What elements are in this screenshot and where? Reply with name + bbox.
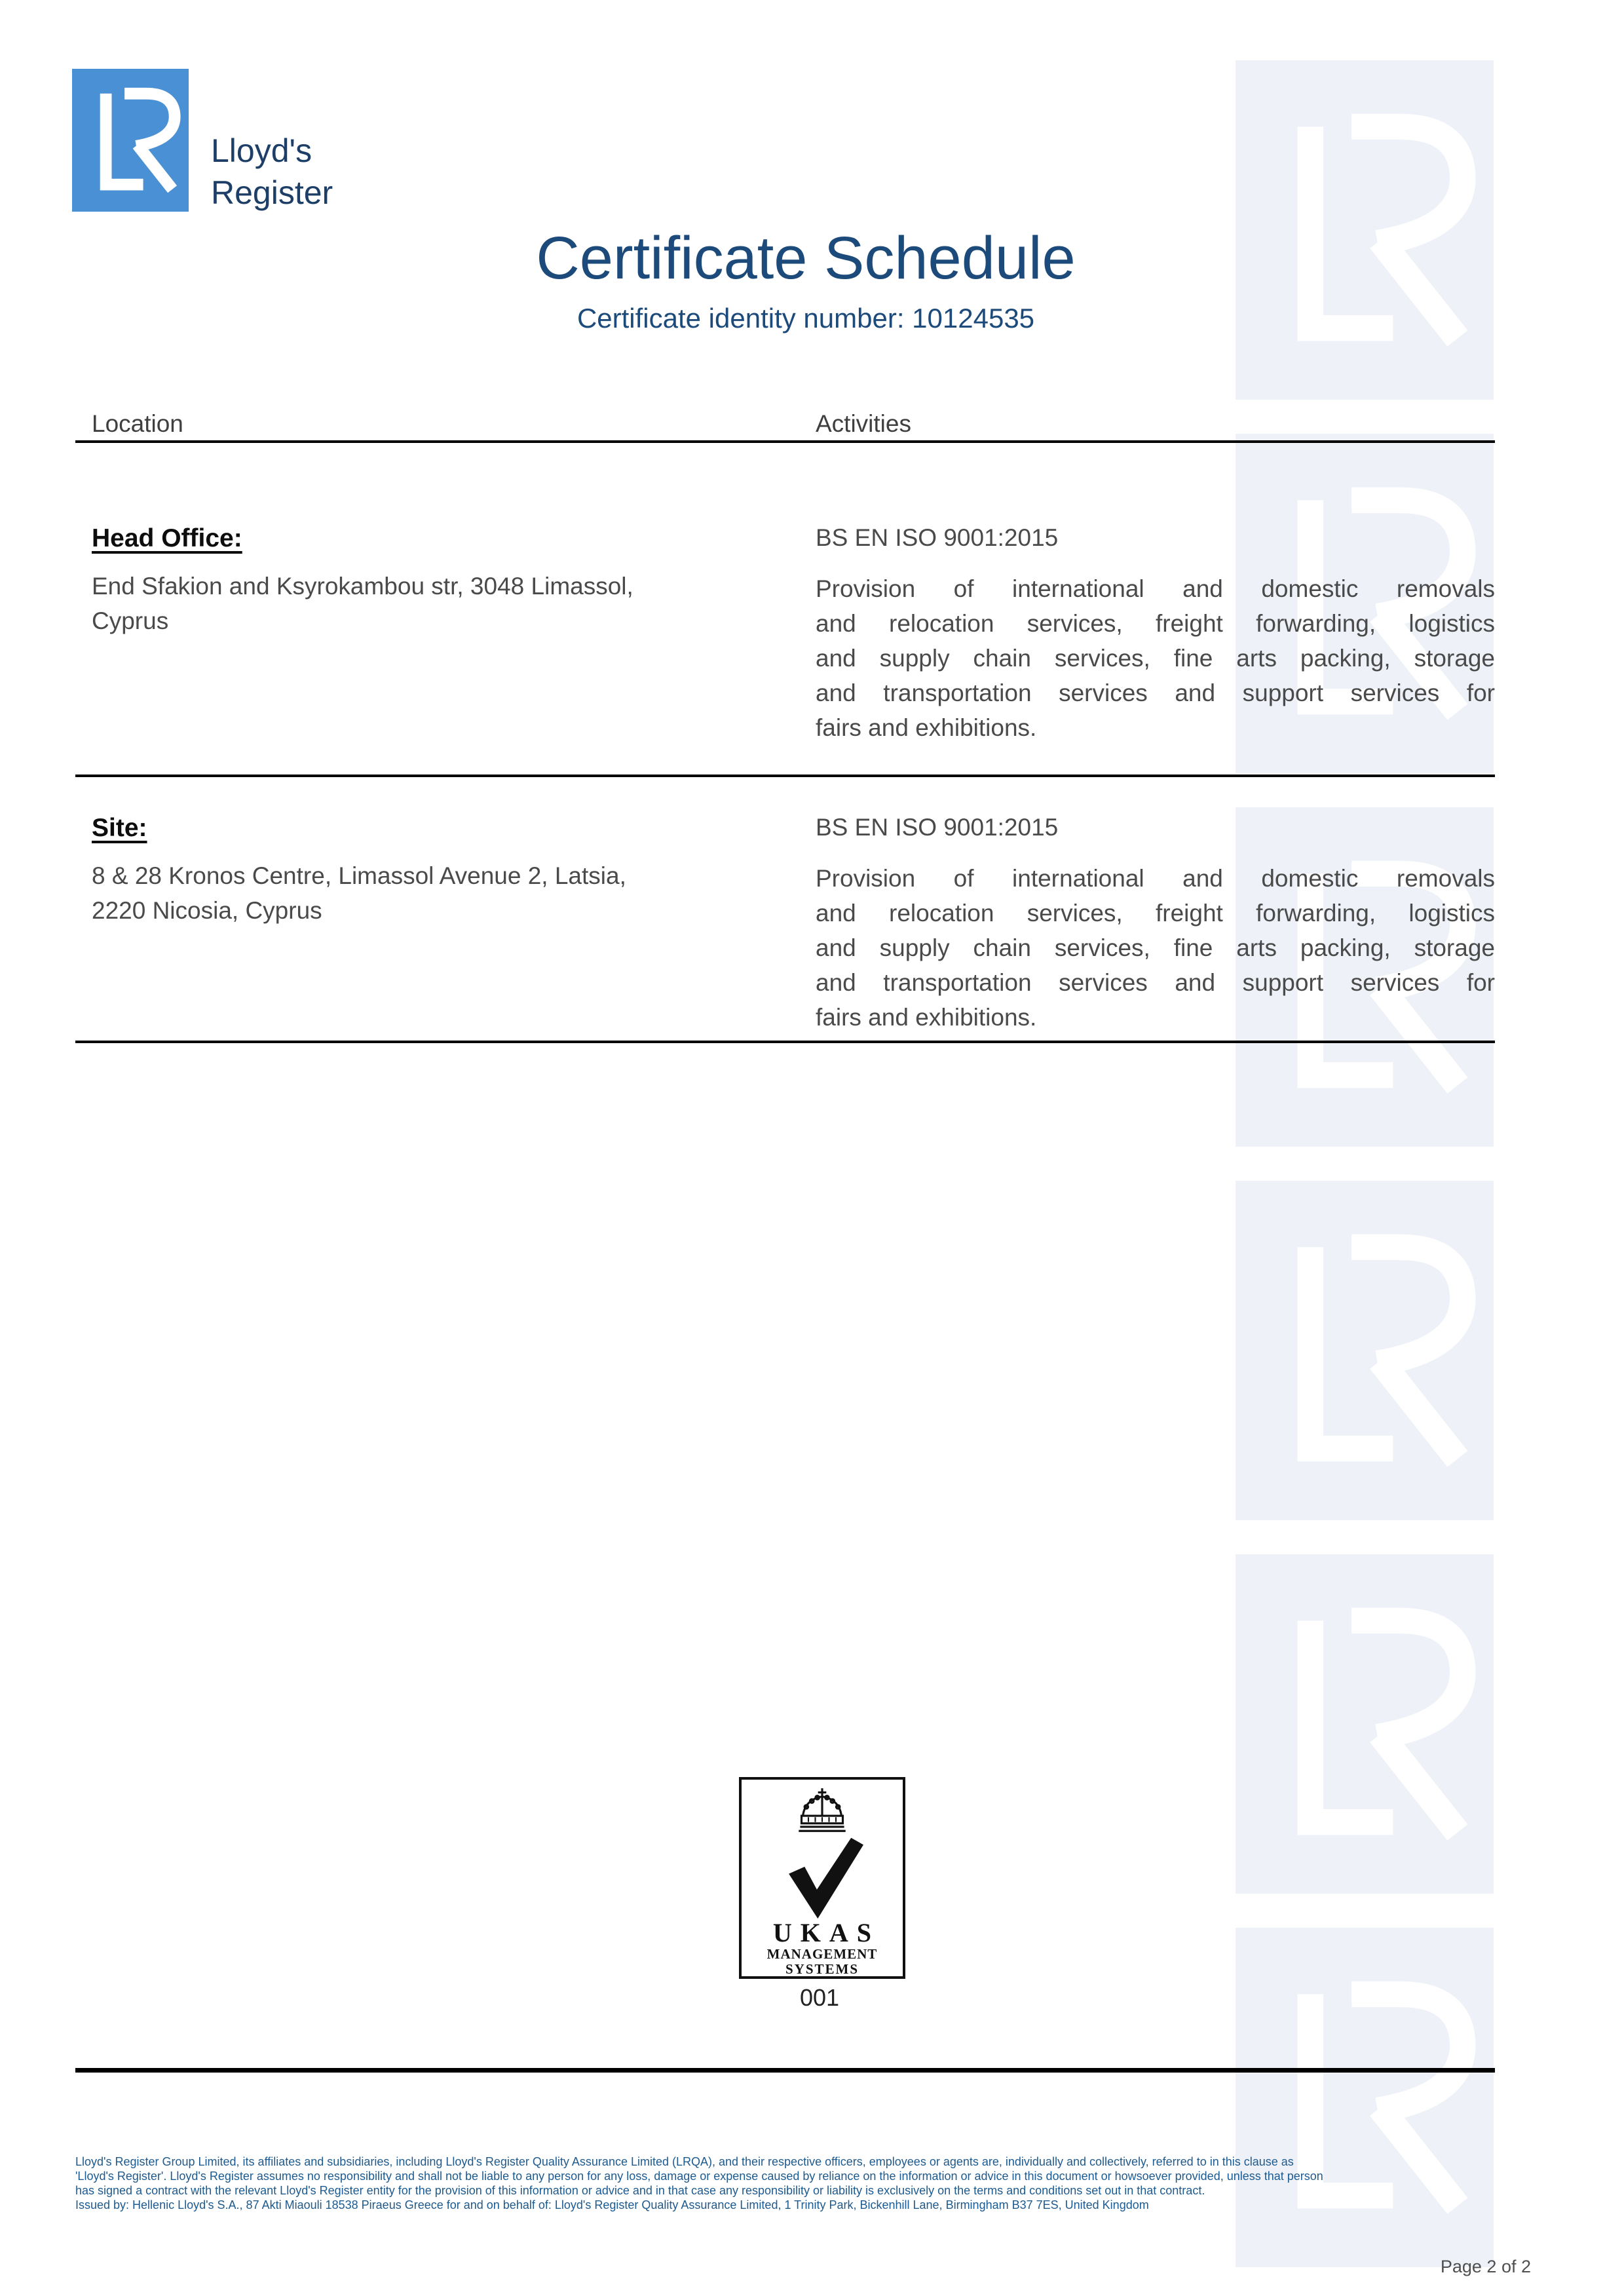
lr-watermark-tile bbox=[1236, 1554, 1494, 1894]
standard-site: BS EN ISO 9001:2015 bbox=[816, 814, 1059, 841]
address-line: 2220 Nicosia, Cyprus bbox=[92, 897, 322, 924]
legal-disclaimer bbox=[75, 2154, 1536, 2212]
activities-line: and transportation services and support services for bbox=[816, 679, 1495, 706]
footer-rule bbox=[75, 2068, 1495, 2073]
lr-monogram-icon bbox=[72, 69, 189, 212]
section-divider-rule bbox=[75, 775, 1495, 777]
legal-disclaimer-line: 'Lloyd's Register'. Lloyd's Register assumes no responsibility and shall not be liable to any person for any loss, damage or expense caused by reliance on the information or advice in this document or howsoever provided, unless that person bbox=[75, 2170, 1323, 2183]
location-address-site bbox=[92, 858, 734, 928]
brand-wordmark-line1: Lloyd's bbox=[211, 132, 312, 169]
ukas-accreditation-mark bbox=[739, 1777, 905, 1979]
page-title: Certificate Schedule bbox=[536, 225, 1076, 292]
lr-watermark-tile bbox=[1236, 1181, 1494, 1520]
issued-by-line: Issued by: Hellenic Lloyd's S.A., 87 Akti Miaouli 18538 Piraeus Greece for and on behalf of: Lloyd's Register Quality Assurance Limited, 1 Trinity Park, Bickenhill Lane, Birmingham B37 7ES, United Kingdom bbox=[75, 2198, 1149, 2211]
location-heading-head-office: Head Office: bbox=[92, 524, 242, 552]
section-end-rule bbox=[75, 1041, 1495, 1043]
activities-line: and relocation services, freight forwarding, logistics bbox=[816, 900, 1495, 927]
lr-watermark-tile bbox=[1236, 1928, 1494, 2267]
ukas-subtitle-line1: MANAGEMENT bbox=[766, 1946, 878, 1962]
activities-line: Provision of international and domestic removals bbox=[816, 865, 1495, 892]
activities-line: fairs and exhibitions. bbox=[816, 1004, 1037, 1031]
column-header-activities: Activities bbox=[816, 410, 911, 437]
certificate-identity-number: Certificate identity number: 10124535 bbox=[576, 303, 1035, 334]
activities-line: fairs and exhibitions. bbox=[816, 714, 1037, 741]
standard-head-office: BS EN ISO 9001:2015 bbox=[816, 524, 1059, 551]
activities-line: and transportation services and support services for bbox=[816, 969, 1495, 996]
lr-monogram-icon bbox=[1236, 1554, 1494, 1894]
brand-wordmark bbox=[211, 130, 333, 214]
legal-disclaimer-line: Lloyd's Register Group Limited, its affiliates and subsidiaries, including Lloyd's Register Quality Assurance Limited (LRQA), and their respective officers, employees or agents are, individually and collectively, referred to in this clause as bbox=[75, 2155, 1294, 2168]
header-rule bbox=[75, 440, 1495, 443]
address-line: 8 & 28 Kronos Centre, Limassol Avenue 2, Latsia, bbox=[92, 862, 626, 889]
checkmark-icon bbox=[777, 1833, 867, 1921]
address-line: End Sfakion and Ksyrokambou str, 3048 Limassol, bbox=[92, 573, 633, 600]
legal-disclaimer-line: has signed a contract with the relevant Lloyd's Register entity for the provision of this information or advice and in that case any responsibility or liability is exclusively on the terms and conditions set out in that contract. bbox=[75, 2184, 1205, 2197]
activities-line: and relocation services, freight forwarding, logistics bbox=[816, 610, 1495, 637]
activities-line: and supply chain services, fine arts packing, storage bbox=[816, 645, 1495, 672]
ukas-name: UKAS bbox=[772, 1918, 880, 1947]
activities-head-office bbox=[816, 571, 1495, 745]
location-heading-site: Site: bbox=[92, 814, 147, 842]
brand-wordmark-line2: Register bbox=[211, 174, 333, 211]
activities-line: and supply chain services, fine arts packing, storage bbox=[816, 934, 1495, 961]
column-header-location: Location bbox=[92, 410, 183, 437]
address-line: Cyprus bbox=[92, 607, 169, 634]
lr-monogram-icon bbox=[1236, 1928, 1494, 2267]
location-address-head-office bbox=[92, 569, 734, 638]
lloyds-register-logo bbox=[72, 69, 189, 212]
lr-monogram-icon bbox=[1236, 1181, 1494, 1520]
activities-line: Provision of international and domestic removals bbox=[816, 575, 1495, 602]
activities-site bbox=[816, 861, 1495, 1035]
ukas-accreditation-number: 001 bbox=[799, 1984, 840, 2011]
page-number: Page 2 of 2 bbox=[1440, 2257, 1531, 2276]
ukas-subtitle-line2: SYSTEMS bbox=[785, 1961, 859, 1977]
watermark-column bbox=[1236, 0, 1494, 2296]
document-header bbox=[75, 225, 1536, 334]
